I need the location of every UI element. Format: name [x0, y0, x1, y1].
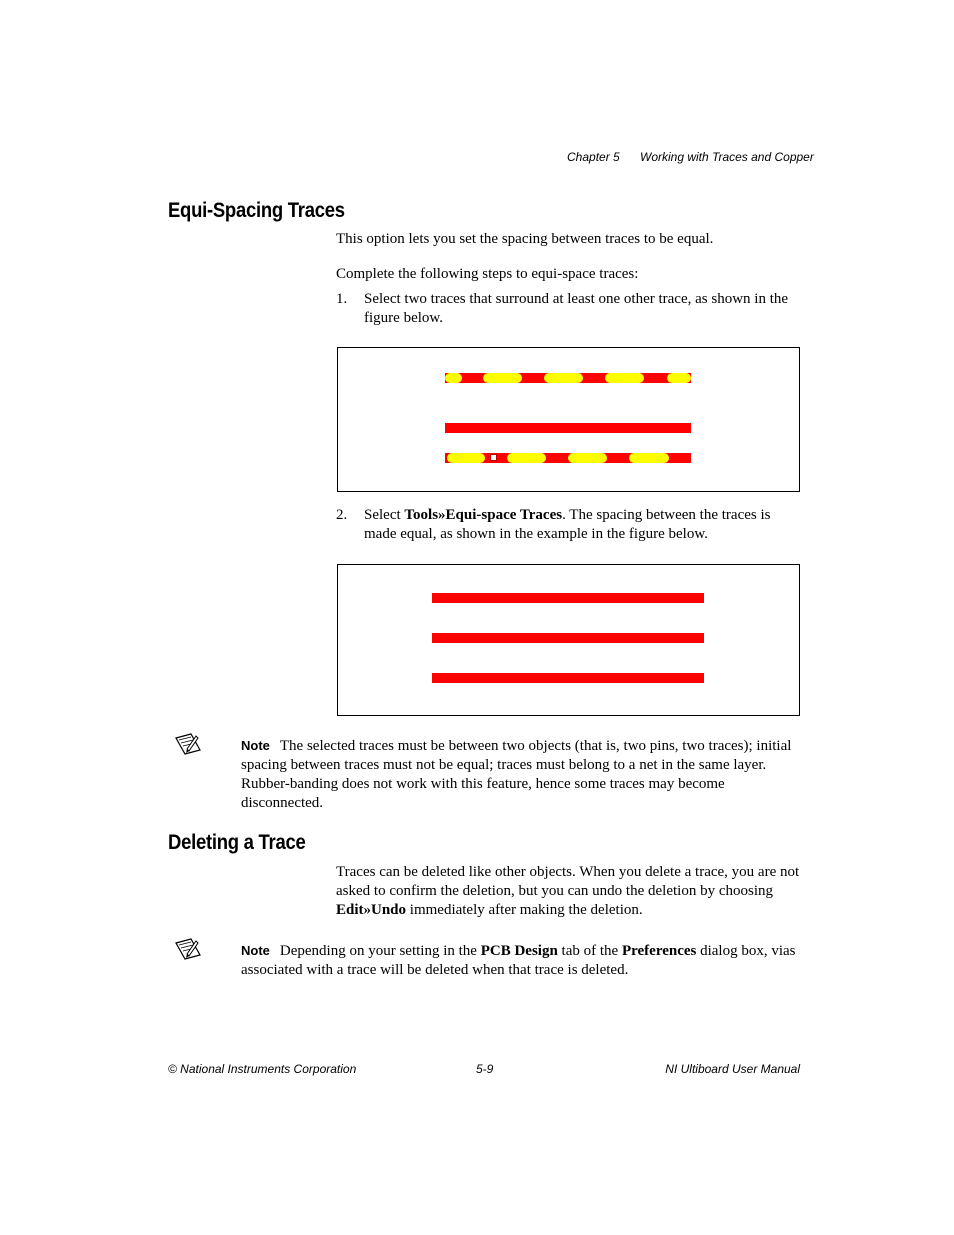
- intro-paragraph: This option lets you set the spacing between traces to be equal.: [336, 231, 714, 247]
- step-2: [336, 506, 801, 544]
- preferences-dialog-name: Preferences: [621, 943, 697, 959]
- deleting-paragraph-post: immediately after making the deletion.: [406, 902, 643, 918]
- equi-spaced-trace-middle[interactable]: [432, 633, 704, 643]
- note-1-text: The selected traces must be between two objects (that is, two pins, two traces); initial spacing between traces must not be equal; traces must belong to a net in the same layer. Rubber-banding does not work with this feature, hence some traces may become disconnected.: [241, 738, 792, 811]
- pcb-design-tab-name: PCB Design: [480, 943, 558, 959]
- steps-intro-paragraph: Complete the following steps to equi-space traces:: [336, 266, 639, 282]
- selection-dash: [483, 373, 522, 383]
- header-title: Working with Traces and Copper: [640, 150, 814, 164]
- figure-equi-spaced-traces: [337, 564, 800, 716]
- deleting-paragraph-pre: Traces can be deleted like other objects. When you delete a trace, you are not asked to confirm the deletion, but you can undo the deletion by choosing: [336, 864, 800, 899]
- equi-spaced-trace-bottom[interactable]: [432, 673, 704, 683]
- note-2: [241, 941, 801, 980]
- step-1-number: 1.: [336, 291, 348, 307]
- note-2-label: Note: [241, 943, 270, 958]
- step-2-text-pre: Select: [364, 507, 405, 523]
- note-1-label: Note: [241, 738, 270, 753]
- footer-copyright: © National Instruments Corporation: [168, 1062, 357, 1076]
- selection-dash: [507, 453, 546, 463]
- step-2-number: 2.: [336, 507, 348, 523]
- selection-dash: [445, 373, 462, 383]
- footer-page-number: 5-9: [476, 1062, 494, 1076]
- selection-dash: [605, 373, 644, 383]
- equi-spaced-trace-top[interactable]: [432, 593, 704, 603]
- figure-selected-traces: [337, 347, 800, 492]
- menu-path-edit-undo: Edit»Undo: [336, 902, 407, 918]
- selected-trace-bottom[interactable]: [445, 453, 691, 463]
- selection-dash: [568, 453, 607, 463]
- step-1: [336, 290, 801, 328]
- note-2-text-pre: Depending on your setting in the: [279, 943, 481, 959]
- note-2-text-mid: tab of the: [557, 943, 622, 959]
- note-icon: [174, 937, 202, 961]
- selected-trace-top[interactable]: [445, 373, 691, 383]
- selection-dash: [544, 373, 583, 383]
- section-heading-deleting-trace: Deleting a Trace: [168, 831, 306, 854]
- trace-handle-icon[interactable]: [490, 454, 497, 461]
- step-1-text: Select two traces that surround at least one other trace, as shown in the figure below.: [364, 291, 789, 326]
- note-2-text-post: dialog box, vias associated with a trace will be deleted when that trace is deleted.: [241, 943, 796, 978]
- step-2-text: [364, 506, 801, 544]
- deleting-paragraph: [336, 863, 801, 920]
- menu-path-equi-space: Tools»Equi-space Traces: [404, 507, 563, 523]
- selection-dash: [629, 453, 669, 463]
- section-heading-equi-spacing: Equi-Spacing Traces: [168, 199, 345, 222]
- note-icon: [174, 732, 202, 756]
- selection-dash: [667, 373, 691, 383]
- footer-manual-title: NI Ultiboard User Manual: [665, 1062, 800, 1076]
- step-2-text-post: . The spacing between the traces is made equal, as shown in the example in the figure below.: [364, 507, 771, 542]
- header-chapter: Chapter 5: [567, 150, 620, 164]
- note-1: [241, 736, 801, 813]
- selection-dash: [447, 453, 485, 463]
- middle-trace[interactable]: [445, 423, 691, 433]
